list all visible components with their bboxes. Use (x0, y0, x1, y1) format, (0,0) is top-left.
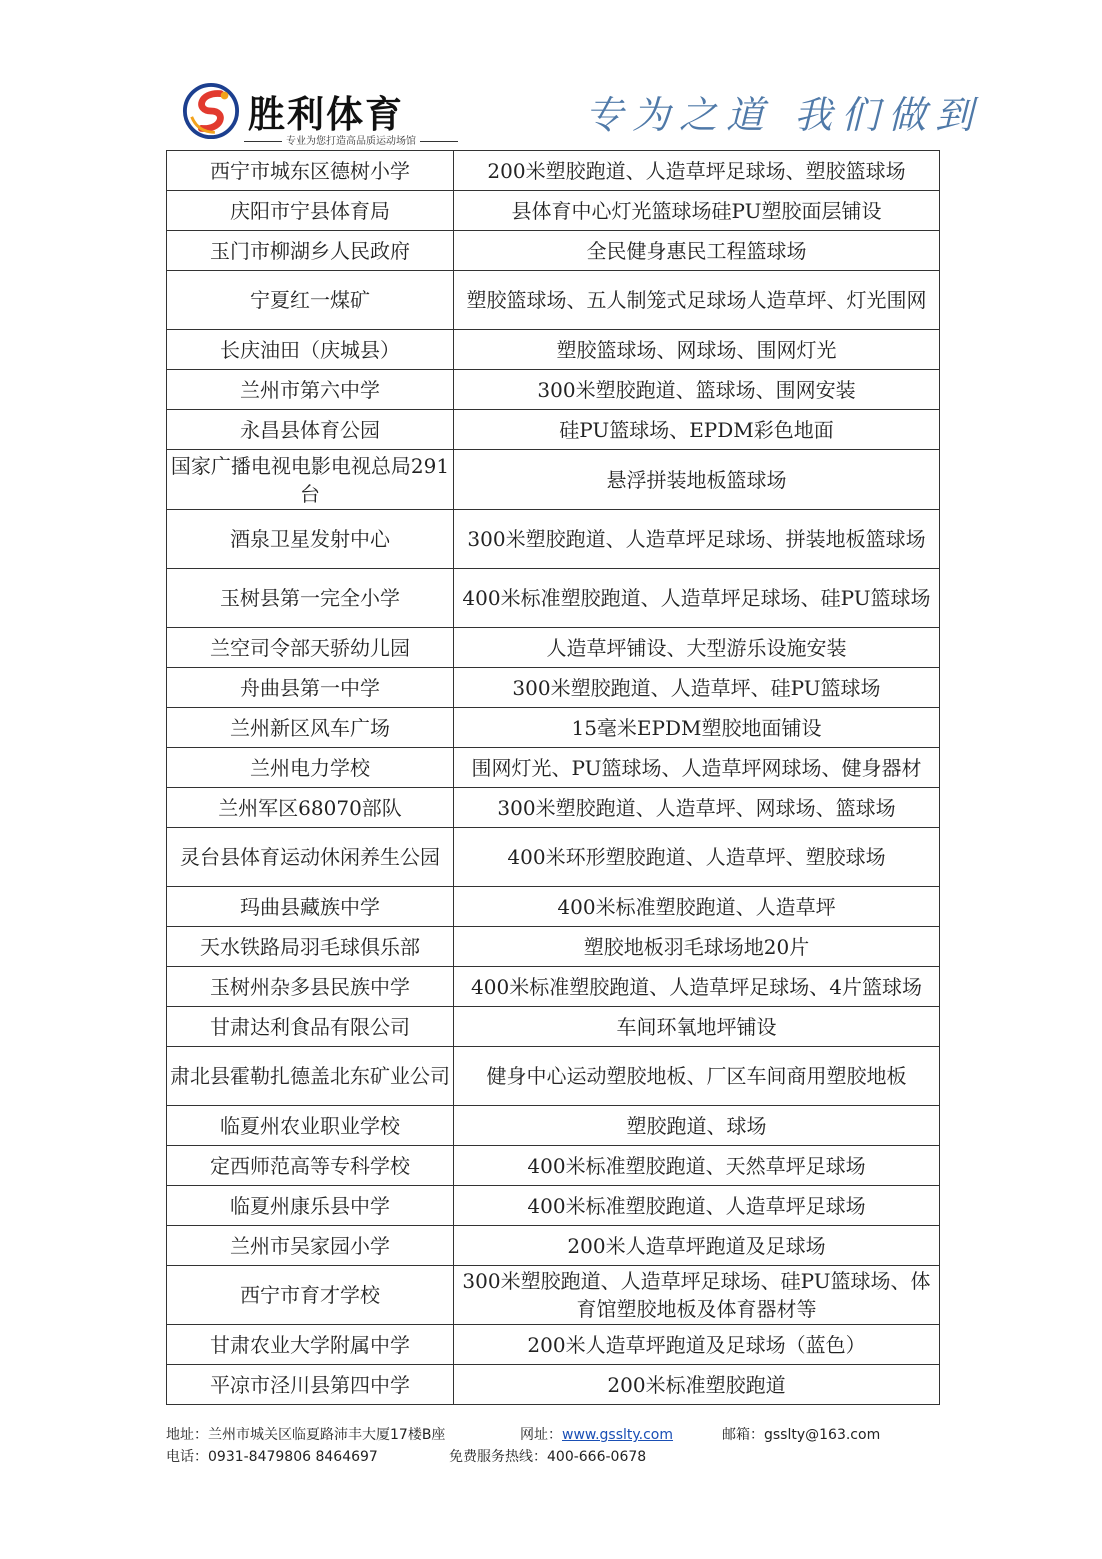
work-cell: 15毫米EPDM塑胶地面铺设 (454, 708, 940, 748)
table-row (167, 1226, 940, 1266)
footer-phone: 电话：0931-8479806 8464697 (166, 1449, 378, 1465)
client-cell: 平凉市泾川县第四中学 (167, 1365, 454, 1405)
work-cell: 人造草坪铺设、大型游乐设施安装 (454, 628, 940, 668)
client-cell: 兰州市吴家园小学 (167, 1226, 454, 1266)
work-cell: 400米标准塑胶跑道、人造草坪足球场、4片篮球场 (454, 967, 940, 1007)
table-row (167, 1146, 940, 1186)
client-cell: 兰州军区68070部队 (167, 788, 454, 828)
table-row (167, 1047, 940, 1106)
website-link[interactable]: www.gsslty.com (562, 1427, 674, 1443)
table-row (167, 927, 940, 967)
work-cell: 塑胶篮球场、五人制笼式足球场人造草坪、灯光围网 (454, 271, 940, 330)
table-row (167, 1106, 940, 1146)
projects-table (166, 150, 940, 1405)
table-row (167, 1325, 940, 1365)
client-cell: 肃北县霍勒扎德盖北东矿业公司 (167, 1047, 454, 1106)
client-cell: 甘肃农业大学附属中学 (167, 1325, 454, 1365)
client-cell: 兰州市第六中学 (167, 370, 454, 410)
work-cell: 悬浮拼装地板篮球场 (454, 450, 940, 510)
table-row (167, 271, 940, 330)
table-row (167, 370, 940, 410)
work-cell: 200米塑胶跑道、人造草坪足球场、塑胶篮球场 (454, 151, 940, 191)
table-row (167, 967, 940, 1007)
client-cell: 玉树州杂多县民族中学 (167, 967, 454, 1007)
client-cell: 定西师范高等专科学校 (167, 1146, 454, 1186)
client-cell: 宁夏红一煤矿 (167, 271, 454, 330)
work-cell: 300米塑胶跑道、篮球场、围网安装 (454, 370, 940, 410)
table-row (167, 668, 940, 708)
work-cell: 300米塑胶跑道、人造草坪、网球场、篮球场 (454, 788, 940, 828)
client-cell: 兰州电力学校 (167, 748, 454, 788)
work-cell: 300米塑胶跑道、人造草坪足球场、拼装地板篮球场 (454, 510, 940, 569)
footer-website (520, 1424, 673, 1446)
client-cell: 长庆油田（庆城县） (167, 330, 454, 370)
table-row (167, 151, 940, 191)
table-row (167, 788, 940, 828)
client-cell: 临夏州农业职业学校 (167, 1106, 454, 1146)
brand-tagline: 专业为您打造高品质运动场馆 (240, 132, 462, 147)
client-cell: 舟曲县第一中学 (167, 668, 454, 708)
table-row (167, 1365, 940, 1405)
footer-email: 邮箱：gsslty@163.com (722, 1427, 881, 1443)
client-cell: 永昌县体育公园 (167, 410, 454, 450)
work-cell: 400米环形塑胶跑道、人造草坪、塑胶球场 (454, 828, 940, 887)
client-cell: 天水铁路局羽毛球俱乐部 (167, 927, 454, 967)
work-cell: 全民健身惠民工程篮球场 (454, 231, 940, 271)
footer-address: 地址：兰州市城关区临夏路沛丰大厦17楼B座 (166, 1427, 446, 1443)
work-cell: 400米标准塑胶跑道、人造草坪足球场、硅PU篮球场 (454, 569, 940, 628)
client-cell: 临夏州康乐县中学 (167, 1186, 454, 1226)
table-row (167, 828, 940, 887)
client-cell: 玛曲县藏族中学 (167, 887, 454, 927)
logo-swirl-icon (182, 82, 240, 140)
work-cell: 200米人造草坪跑道及足球场（蓝色） (454, 1325, 940, 1365)
work-cell: 400米标准塑胶跑道、天然草坪足球场 (454, 1146, 940, 1186)
client-cell: 兰州新区风车广场 (167, 708, 454, 748)
work-cell: 围网灯光、PU篮球场、人造草坪网球场、健身器材 (454, 748, 940, 788)
client-cell: 庆阳市宁县体育局 (167, 191, 454, 231)
handwritten-slogan: 专为之道 我们做到 (585, 93, 983, 137)
work-cell: 塑胶篮球场、网球场、围网灯光 (454, 330, 940, 370)
work-cell: 200米标准塑胶跑道 (454, 1365, 940, 1405)
table-row (167, 450, 940, 510)
client-cell: 西宁市城东区德树小学 (167, 151, 454, 191)
work-cell: 塑胶跑道、球场 (454, 1106, 940, 1146)
table-row (167, 410, 940, 450)
table-row (167, 231, 940, 271)
work-cell: 硅PU篮球场、EPDM彩色地面 (454, 410, 940, 450)
table-row (167, 1007, 940, 1047)
client-cell: 玉门市柳湖乡人民政府 (167, 231, 454, 271)
work-cell: 400米标准塑胶跑道、人造草坪足球场 (454, 1186, 940, 1226)
table-row (167, 510, 940, 569)
work-cell: 300米塑胶跑道、人造草坪、硅PU篮球场 (454, 668, 940, 708)
work-cell: 健身中心运动塑胶地板、厂区车间商用塑胶地板 (454, 1047, 940, 1106)
work-cell: 400米标准塑胶跑道、人造草坪 (454, 887, 940, 927)
brand-logo (180, 78, 480, 148)
table-row (167, 748, 940, 788)
footer-hotline: 免费服务热线：400-666-0678 (449, 1449, 647, 1465)
work-cell: 车间环氧地坪铺设 (454, 1007, 940, 1047)
work-cell: 300米塑胶跑道、人造草坪足球场、硅PU篮球场、体育馆塑胶地板及体育器材等 (454, 1266, 940, 1325)
table-row (167, 628, 940, 668)
client-cell: 国家广播电视电影电视总局291台 (167, 450, 454, 510)
brand-name: 胜利体育 (248, 93, 404, 136)
client-cell: 西宁市育才学校 (167, 1266, 454, 1325)
client-cell: 灵台县体育运动休闲养生公园 (167, 828, 454, 887)
table-row (167, 1266, 940, 1325)
table-row (167, 887, 940, 927)
client-cell: 兰空司令部天骄幼儿园 (167, 628, 454, 668)
work-cell: 200米人造草坪跑道及足球场 (454, 1226, 940, 1266)
table-row (167, 569, 940, 628)
website-label: 网址： (520, 1427, 562, 1443)
client-cell: 玉树县第一完全小学 (167, 569, 454, 628)
client-cell: 甘肃达利食品有限公司 (167, 1007, 454, 1047)
work-cell: 县体育中心灯光篮球场硅PU塑胶面层铺设 (454, 191, 940, 231)
table-row (167, 330, 940, 370)
table-row (167, 191, 940, 231)
page-header (180, 78, 983, 150)
table-row (167, 1186, 940, 1226)
client-cell: 酒泉卫星发射中心 (167, 510, 454, 569)
work-cell: 塑胶地板羽毛球场地20片 (454, 927, 940, 967)
table-row (167, 708, 940, 748)
